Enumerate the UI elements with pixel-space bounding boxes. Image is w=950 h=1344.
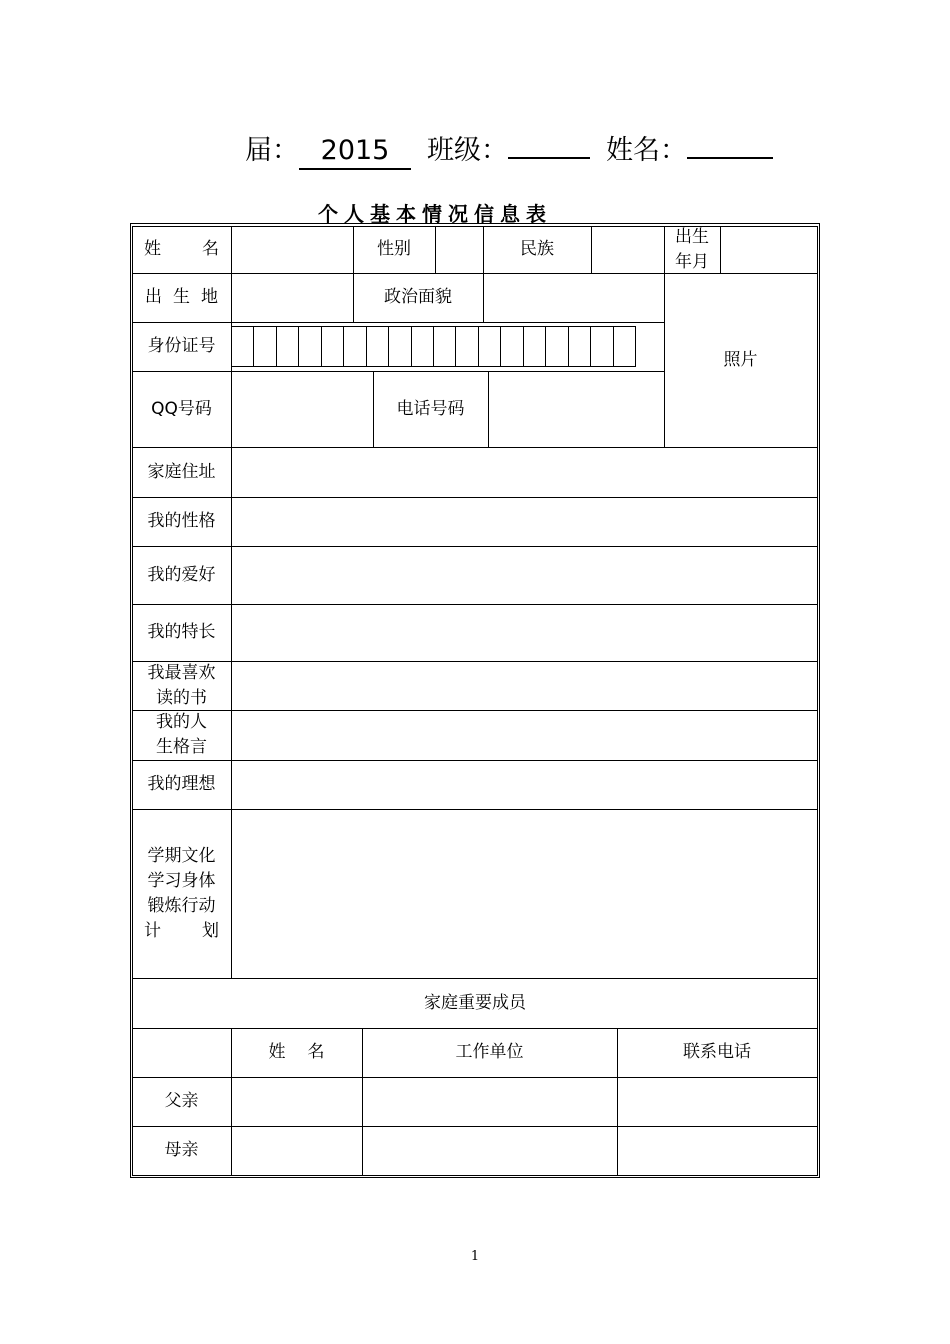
father-phone-input[interactable]: [618, 1077, 817, 1126]
id-digit-box[interactable]: [298, 326, 321, 367]
id-digit-box[interactable]: [523, 326, 546, 367]
id-digit-box[interactable]: [253, 326, 276, 367]
id-digit-box[interactable]: [590, 326, 613, 367]
id-digit-box[interactable]: [276, 326, 299, 367]
name-label: 姓名：: [606, 135, 687, 166]
gender-input[interactable]: [436, 226, 483, 273]
form-title: 个人基本情况信息表: [318, 202, 552, 226]
session-field[interactable]: 2015: [299, 134, 411, 170]
father-name-input[interactable]: [232, 1077, 362, 1126]
mother-phone-input[interactable]: [618, 1126, 817, 1175]
father-label: 父亲: [164, 1091, 199, 1111]
phone-label: 电话号码: [396, 398, 465, 419]
motto-input[interactable]: [232, 710, 817, 760]
father-work-input[interactable]: [363, 1077, 617, 1126]
plan-label: 学期文化 学习身体 锻炼行动 计 划: [144, 845, 219, 941]
id-digit-box[interactable]: [433, 326, 456, 367]
ethnicity-input[interactable]: [592, 226, 664, 273]
hobbies-label: 我的爱好: [147, 564, 216, 585]
address-input[interactable]: [232, 447, 817, 497]
name-input[interactable]: [232, 226, 353, 273]
id-digit-box[interactable]: [613, 326, 636, 367]
class-field[interactable]: [508, 157, 590, 159]
id-digit-box[interactable]: [343, 326, 366, 367]
birth-input[interactable]: [721, 226, 817, 273]
id-digit-box[interactable]: [455, 326, 478, 367]
address-label: 家庭住址: [147, 461, 216, 482]
id-digit-box[interactable]: [388, 326, 411, 367]
personality-label: 我的性格: [147, 511, 216, 531]
ideal-input[interactable]: [232, 760, 817, 809]
id-digit-box[interactable]: [366, 326, 389, 367]
political-label: 政治面貌: [384, 287, 452, 307]
favorite-book-label: 我最喜欢 读的书: [147, 662, 216, 708]
id-digit-box[interactable]: [568, 326, 591, 367]
family-section-title: 家庭重要成员: [424, 992, 526, 1013]
plan-input[interactable]: [232, 809, 817, 978]
header-line: [245, 128, 773, 170]
session-label: 届：: [245, 135, 299, 166]
mother-work-input[interactable]: [363, 1126, 617, 1175]
id-digit-box[interactable]: [500, 326, 523, 367]
class-label: 班级：: [427, 135, 508, 166]
political-input[interactable]: [484, 273, 664, 322]
photo-label: 照片: [723, 349, 758, 370]
ideal-label: 我的理想: [147, 774, 216, 794]
id-digit-box[interactable]: [545, 326, 568, 367]
id-digit-box[interactable]: [231, 326, 254, 367]
family-col-phone: 联系电话: [683, 1042, 751, 1062]
family-col-work: 工作单位: [455, 1042, 524, 1062]
birthplace-input[interactable]: [232, 273, 353, 322]
personality-input[interactable]: [232, 497, 817, 546]
id-number-label: 身份证号: [147, 336, 216, 356]
mother-name-input[interactable]: [232, 1126, 362, 1175]
qq-input[interactable]: [232, 371, 373, 447]
specialty-input[interactable]: [232, 604, 817, 661]
id-digit-box[interactable]: [321, 326, 344, 367]
name-field[interactable]: [687, 157, 773, 159]
gender-label: 性别: [377, 239, 411, 259]
qq-label: QQ号码: [151, 398, 212, 419]
mother-label: 母亲: [164, 1140, 199, 1160]
name-cell-label: 姓 名: [144, 239, 219, 259]
family-col-name: 姓 名: [268, 1042, 325, 1062]
phone-input[interactable]: [489, 371, 664, 447]
birth-label: 出生 年月: [675, 226, 709, 272]
id-digit-box[interactable]: [478, 326, 501, 367]
motto-label: 我的人 生格言: [156, 712, 207, 757]
birthplace-label: 出 生 地: [145, 287, 218, 307]
specialty-label: 我的特长: [147, 622, 216, 642]
id-digit-box[interactable]: [411, 326, 434, 367]
favorite-book-input[interactable]: [232, 661, 817, 710]
hobbies-input[interactable]: [232, 546, 817, 604]
page-number: 1: [470, 1249, 480, 1264]
ethnicity-label: 民族: [520, 239, 554, 259]
